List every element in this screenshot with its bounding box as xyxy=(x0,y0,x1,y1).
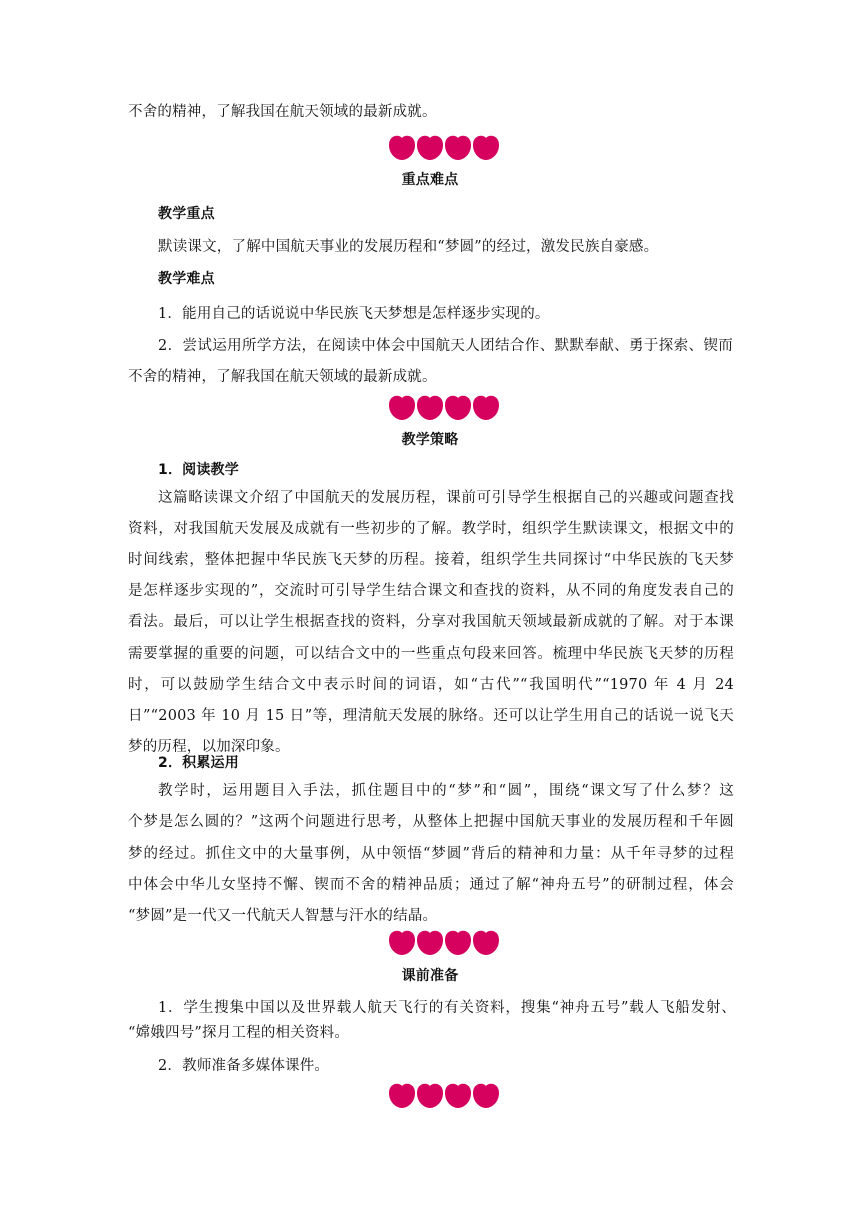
petal-icon xyxy=(473,1084,499,1108)
paragraph-line: 这篇略读课文介绍了中国航天的发展历程，课前可引导学生根据自己的兴趣或问题查找 xyxy=(158,490,734,506)
focus-text: 默读课文，了解中国航天事业的发展历程和“梦圆”的经过，激发民族自豪感。 xyxy=(158,239,659,255)
petal-icon xyxy=(473,931,499,955)
strategy-2-label: 2．积累运用 xyxy=(158,755,239,771)
preparation-item-2: 2．教师准备多媒体课件。 xyxy=(158,1058,330,1074)
petal-icon xyxy=(389,1084,415,1108)
petal-icon xyxy=(445,931,471,955)
petal-icon xyxy=(389,136,415,160)
paragraph-line: 时，可以鼓励学生结合文中表示时间的词语，如“古代”“我国明代”“1970 年 4 月 24 xyxy=(128,676,734,693)
paragraph-line: 梦的历程，以加深印象。 xyxy=(128,738,290,755)
four-petal-ornament-icon xyxy=(388,133,500,161)
difficulty-label: 教学难点 xyxy=(158,271,215,287)
paragraph-line: 日”“2003 年 10 月 15 日”等，理清航天发展的脉络。还可以让学生用自己的话说一说飞天 xyxy=(128,707,734,724)
preparation-item-1-line-2: “嫦娥四号”探月工程的相关资料。 xyxy=(128,1025,350,1041)
petal-icon xyxy=(417,396,443,420)
preparation-item-1-line-1: 1．学生搜集中国以及世界载人航天飞行的有关资料，搜集“神舟五号”载人飞船发射、 xyxy=(158,1000,736,1016)
petal-icon xyxy=(473,136,499,160)
paragraph-line: 时间线索，整体把握中华民族飞天梦的历程。接着，组织学生共同探讨“中华民族的飞天梦 xyxy=(128,552,734,569)
paragraph-line: 资料，对我国航天发展及成就有一些初步的了解。教学时，组织学生默读课文，根据文中的 xyxy=(128,521,734,538)
paragraph-line: 看法。最后，可以让学生根据查找的资料，分享对我国航天领域最新成就的了解。对于本课 xyxy=(128,614,734,631)
intro-tail-text: 不舍的精神，了解我国在航天领域的最新成就。 xyxy=(128,104,437,120)
paragraph-line: 中体会中华儿女坚持不懈、锲而不舍的精神品质；通过了解“神舟五号”的研制过程，体会 xyxy=(128,876,734,893)
petal-icon xyxy=(445,136,471,160)
paragraph-line: “梦圆”是一代又一代航天人智慧与汗水的结晶。 xyxy=(128,908,438,925)
strategy-1-label: 1．阅读教学 xyxy=(158,462,239,478)
paragraph-line: 是怎样逐步实现的”，交流时可引导学生结合课文和查找的资料，从不同的角度发表自己的 xyxy=(128,583,734,600)
petal-icon xyxy=(445,1084,471,1108)
petal-icon xyxy=(417,136,443,160)
petal-icon xyxy=(417,931,443,955)
petal-icon xyxy=(389,396,415,420)
petal-icon xyxy=(445,396,471,420)
focus-label: 教学重点 xyxy=(158,206,215,222)
paragraph-line: 教学时，运用题目入手法，抓住题目中的“梦”和“圆”，围绕“课文写了什么梦？这 xyxy=(158,783,734,799)
petal-icon xyxy=(417,1084,443,1108)
difficulty-item-1: 1．能用自己的话说说中华民族飞天梦想是怎样逐步实现的。 xyxy=(158,306,550,322)
four-petal-ornament-icon xyxy=(388,928,500,956)
four-petal-ornament-icon xyxy=(388,1081,500,1109)
four-petal-ornament-icon xyxy=(388,393,500,421)
paragraph-line: 梦的经过。抓住文中的大量事例，从中领悟“梦圆”背后的精神和力量：从千年寻梦的过程 xyxy=(128,845,734,862)
section-title-key-points: 重点难点 xyxy=(401,172,459,188)
difficulty-item-2-line-2: 不舍的精神，了解我国在航天领域的最新成就。 xyxy=(128,369,437,385)
paragraph-line: 个梦是怎么圆的？”这两个问题进行思考，从整体上把握中国航天事业的发展历程和千年圆 xyxy=(128,814,734,831)
petal-icon xyxy=(473,396,499,420)
section-title-strategy: 教学策略 xyxy=(401,432,459,448)
paragraph-line: 需要掌握的重要的问题，可以结合文中的一些重点句段来回答。梳理中华民族飞天梦的历程 xyxy=(128,645,734,662)
difficulty-item-2-line-1: 2．尝试运用所学方法，在阅读中体会中国航天人团结合作、默默奉献、勇于探索、锲而 xyxy=(158,338,733,354)
section-title-preparation: 课前准备 xyxy=(401,968,459,984)
petal-icon xyxy=(389,931,415,955)
